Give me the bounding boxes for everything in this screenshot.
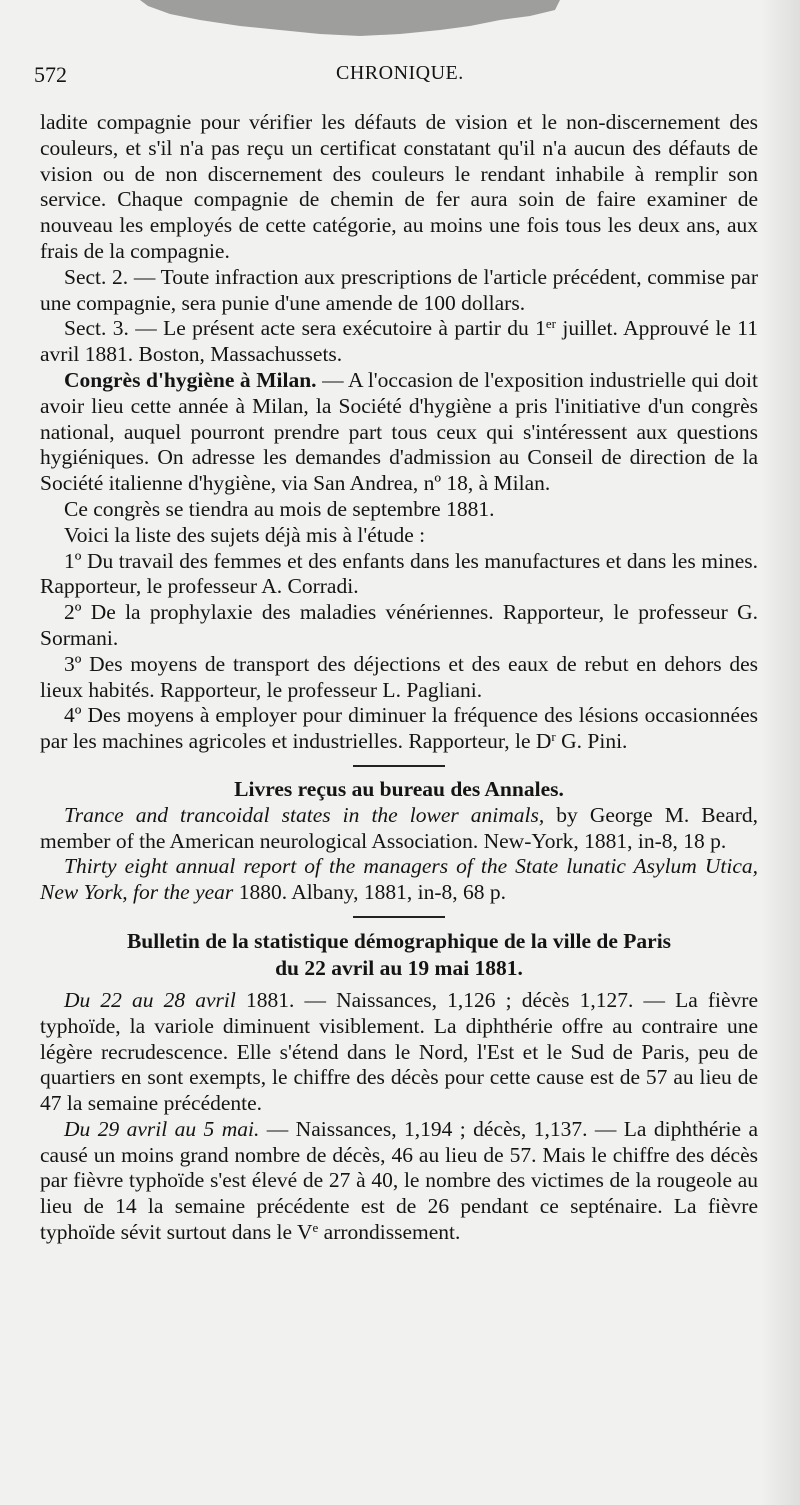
- torn-paper-edge: [140, 0, 560, 40]
- page-header: [34, 62, 754, 90]
- sect-3-text-b: juillet. Approuvé le 11 avril 1881. Boston, Massachussets.: [40, 316, 759, 367]
- congres-title: Congrès d'hygiène à Milan.: [64, 367, 317, 392]
- section-divider: [353, 765, 445, 767]
- list-item: 2º De la prophylaxie des maladies vénériennes. Rapporteur, le professeur G. Sormani.: [40, 600, 758, 650]
- book2-title: Thirty eight annual report of the managers of the State lunatic Asylum Utica, New York, for the year: [40, 854, 758, 905]
- livres-heading: Livres reçus au bureau des Annales.: [234, 776, 564, 801]
- item4-superscript: r: [551, 729, 556, 745]
- section-divider: [353, 916, 445, 918]
- paragraph-subjects-intro: Voici la liste des sujets déjà mis à l'étude :: [64, 522, 426, 547]
- paragraph-congres: [40, 368, 758, 497]
- book1-details: by George M. Beard, member of the American neurological Association. New-York, 1881, in-8, 18 p.: [40, 802, 758, 853]
- book-entry: [40, 803, 758, 855]
- bulletin-heading-line2: du 22 avril au 19 mai 1881.: [275, 955, 523, 980]
- book-entry: [40, 854, 758, 906]
- bulletin-heading-line1: Bulletin de la statistique démographique de la ville de Paris: [126, 928, 672, 953]
- week-2-text-a: — Naissances, 1,194 ; décès, 1,137. — La diphthérie a causé un moins grand nombre de décès, 46 au lieu de 57. Mais le chiffre des décès par fièvre typhoïde s'est élevé de 27 à 40, le nombre des victimes de la rougeole au lieu de 14 la semaine précédente est de 26 pendant ce septénaire. La fièvre typhoïde sévit surtout dans le V: [40, 1116, 758, 1245]
- week-2-superscript: e: [312, 1220, 319, 1236]
- item4-text-b: G. Pini.: [555, 729, 628, 754]
- paragraph-sect-2: Sect. 2. — Toute infraction aux prescriptions de l'article précédent, commise par une compagnie, sera punie d'une amende de 100 dollars.: [40, 264, 758, 315]
- bulletin-week-1: [40, 988, 758, 1117]
- sect-3-text-a: Sect. 3. — Le présent acte sera exécutoire à partir du 1: [64, 316, 546, 341]
- page-number: 572: [34, 62, 67, 87]
- book1-title: Trance and trancoidal states in the lower animals,: [64, 802, 545, 827]
- item4-text-a: 4º Des moyens à employer pour diminuer la fréquence des lésions occasionnées par les machines agricoles et industrielles. Rapporteur, le D: [40, 703, 758, 754]
- congres-text: — A l'occasion de l'exposition industrielle qui doit avoir lieu cette année à Milan, la Société d'hygiène a pris l'initiative d'un congrès national, auquel pourront prendre part tous ceux qui s'intéressent aux questions hygiéniques. On adresse les demandes d'admission au Conseil de direction de la Société italienne d'hygiène, via San Andrea, nº 18, à Milan.: [40, 367, 758, 496]
- page-edge-shadow: [760, 0, 800, 1505]
- week-2-text-b: arrondissement.: [318, 1220, 461, 1245]
- week-1-text: 1881. — Naissances, 1,126 ; décès 1,127. — La fièvre typhoïde, la variole diminuent visiblement. La diphthérie offre au contraire une légère recrudescence. Elle s'étend dans le Nord, l'Est et le Sud de Paris, peu de quartiers en sont exempts, le chiffre des décès pour cette cause est de 57 au lieu de 47 la semaine précédente.: [40, 987, 758, 1116]
- week-2-dates: Du 29 avril au 5 mai.: [64, 1116, 260, 1141]
- paragraph-intro: ladite compagnie pour vérifier les défauts de vision et le non-discernement des couleurs, et s'il n'a pas reçu un certificat constatant qu'il n'a aucun des défauts de vision ou de non discernement des couleurs le rendant inhabile à remplir son service. Chaque compagnie de chemin de fer aura soin de faire examiner de nouveau les employés de cette catégorie, au moins une fois tous les deux ans, aux frais de la compagnie.: [40, 110, 758, 263]
- bulletin-heading: [40, 928, 758, 982]
- week-1-dates: Du 22 au 28 avril: [64, 987, 236, 1012]
- list-item: 3º Des moyens de transport des déjections et des eaux de rebut en dehors des lieux habités. Rapporteur, le professeur L. Pagliani.: [40, 651, 758, 702]
- list-item: 1º Du travail des femmes et des enfants dans les manufactures et dans les mines. Rapporteur, le professeur A. Corradi.: [40, 548, 758, 599]
- running-head: CHRONIQUE.: [336, 62, 464, 84]
- paragraph-sect-3: [40, 316, 758, 368]
- book2-details: 1880. Albany, 1881, in-8, 68 p.: [233, 880, 507, 905]
- paragraph-congres-date: Ce congrès se tiendra au mois de septembre 1881.: [64, 496, 495, 521]
- page-body: [40, 110, 758, 1246]
- list-item: [40, 703, 758, 755]
- bulletin-week-2: [40, 1117, 758, 1246]
- sect-3-superscript: er: [545, 316, 556, 332]
